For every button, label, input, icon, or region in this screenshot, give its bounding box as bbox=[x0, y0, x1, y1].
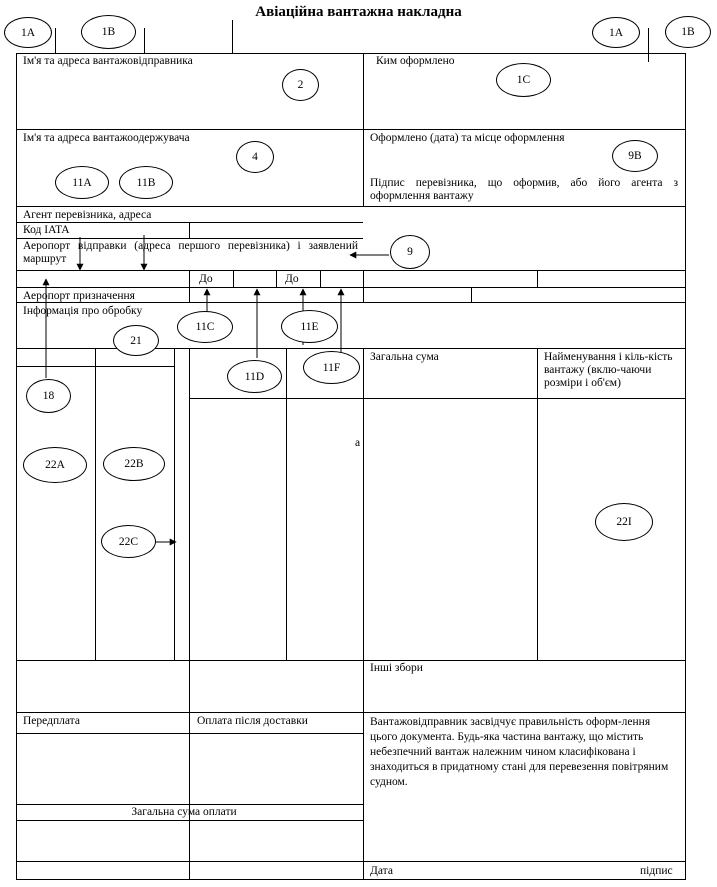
marker-11a: 11A bbox=[55, 166, 109, 199]
handling-info-label: Інформація про обробку bbox=[23, 305, 143, 317]
document-title: Авіаційна вантажна накладна bbox=[255, 4, 462, 20]
marker-11e: 11E bbox=[281, 310, 338, 343]
marker-1b-left: 1B bbox=[81, 15, 136, 49]
marker-1a-right: 1A bbox=[592, 17, 640, 48]
marker-22a: 22A bbox=[23, 447, 87, 483]
total-payment-label: Загальна сума оплати bbox=[131, 806, 237, 818]
issued-date-place-label: Оформлено (дата) та місце оформлення bbox=[370, 132, 565, 144]
goods-description-label: Найменування і кіль-кість вантажу (вклю-чаючи розміри і об'єм) bbox=[544, 351, 673, 389]
marker-11d: 11D bbox=[227, 360, 282, 393]
prepaid-label: Передплата bbox=[23, 715, 80, 727]
shipper-label: Ім'я та адреса вантажовідправника bbox=[23, 55, 193, 67]
marker-11c: 11C bbox=[177, 311, 233, 343]
marker-9b: 9B bbox=[612, 140, 658, 172]
departure-airport-label: Аеропорт відправки (адреса першого перевізника) і заявлений маршрут bbox=[23, 240, 358, 265]
letter-a: а bbox=[355, 437, 361, 449]
collect-label: Оплата після доставки bbox=[197, 715, 308, 727]
marker-22i: 22I bbox=[595, 503, 653, 541]
date-label: Дата bbox=[370, 865, 393, 877]
marker-21: 21 bbox=[113, 325, 159, 356]
to-label-1: До bbox=[199, 273, 213, 285]
marker-11f: 11F bbox=[303, 351, 360, 384]
marker-1a-left: 1A bbox=[4, 17, 52, 48]
marker-1b-right: 1B bbox=[665, 16, 711, 48]
marker-22c: 22C bbox=[101, 525, 156, 558]
issued-by-label: Ким оформлено bbox=[376, 55, 455, 67]
consignee-label: Ім'я та адреса вантажоодержувача bbox=[23, 132, 190, 144]
total-label: Загальна сума bbox=[370, 351, 439, 363]
to-label-2: До bbox=[285, 273, 299, 285]
other-charges-label: Інші збори bbox=[370, 662, 423, 674]
marker-9: 9 bbox=[390, 235, 430, 269]
marker-1c: 1C bbox=[496, 63, 551, 97]
marker-22b: 22B bbox=[103, 447, 165, 481]
marker-4: 4 bbox=[236, 141, 274, 173]
marker-11b: 11B bbox=[119, 166, 173, 199]
marker-2: 2 bbox=[282, 69, 319, 101]
destination-airport-label: Аеропорт призначення bbox=[23, 290, 135, 302]
carrier-signature-label: Підпис перевізника, що оформив, або його агента з оформлення вантажу bbox=[370, 177, 678, 202]
iata-code-label: Код IATA bbox=[23, 224, 70, 236]
signature-label: підпис bbox=[640, 865, 673, 877]
agent-label: Агент перевізника, адреса bbox=[23, 209, 152, 221]
marker-18: 18 bbox=[26, 379, 71, 413]
shipper-certification-text: Вантажовідправник засвідчує правильність оформ-лення цього документа. Будь-яка частина вантажу, що містить небезпечний вантаж належним чином класифікована і знаходиться в придатному стані для перевезення повітряним судном. bbox=[370, 716, 669, 788]
